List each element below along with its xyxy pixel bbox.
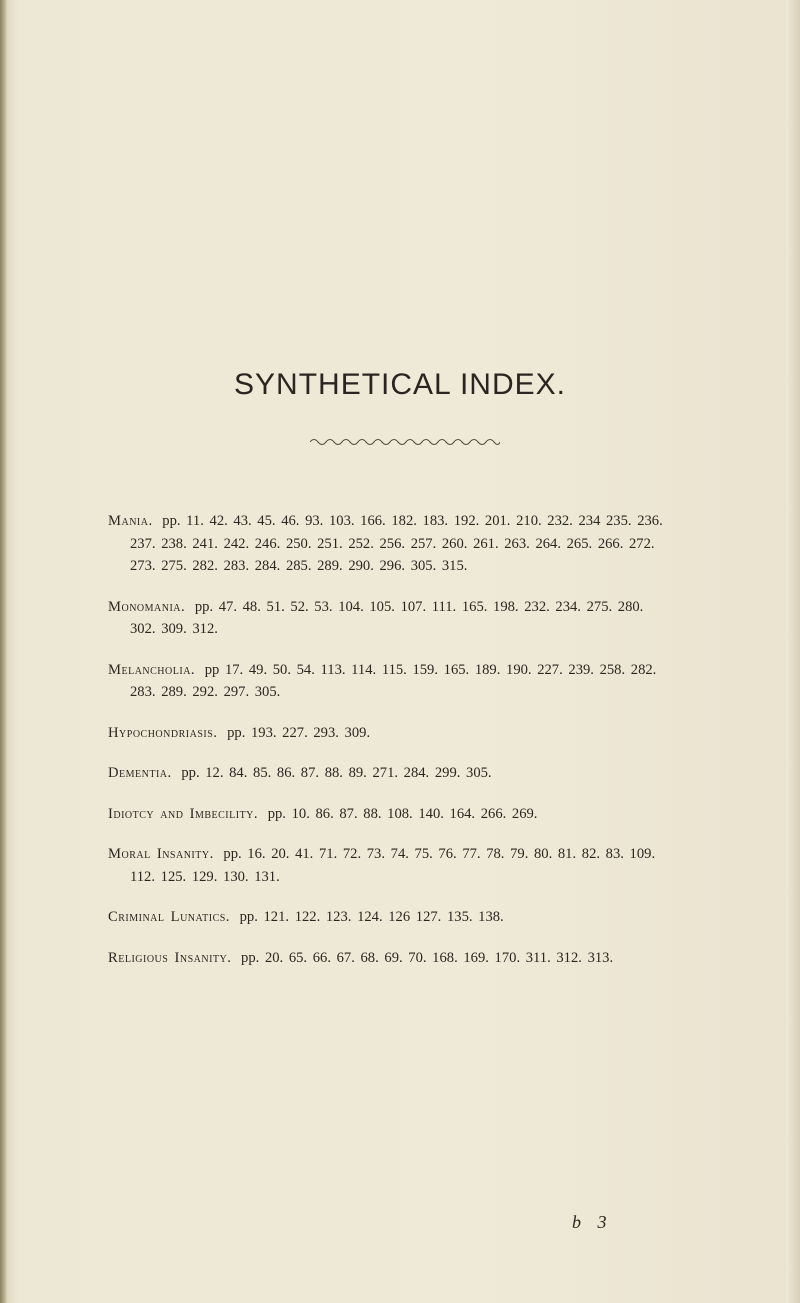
entry-heading: Melancholia. [108, 661, 196, 678]
entry-heading: Monomania. [108, 598, 186, 615]
index-entries [108, 510, 668, 987]
index-entry-criminal-lunatics [108, 906, 668, 929]
entry-pages: pp. 47. 48. 51. 52. 53. 104. 105. 107. 111. 165. 198. 232. 234. 275. 280. 302. 309. 312. [130, 598, 644, 637]
signature-mark: b 3 [572, 1212, 613, 1232]
entry-heading: Religious Insanity. [108, 949, 232, 966]
index-entry-moral-insanity [108, 843, 668, 888]
entry-heading: Moral Insanity. [108, 846, 214, 862]
entry-pages: pp. 16. 20. 41. 71. 72. 73. 74. 75. 76. 77. 78. 79. 80. 81. 82. 83. 109. 112. 125. 129. 130. 131. [130, 846, 656, 885]
index-entry-mania [108, 510, 668, 578]
entry-pages: pp. 193. 227. 293. 309. [227, 724, 371, 741]
index-entry-hypochondriasis [108, 722, 668, 745]
entry-heading: Idiotcy and Imbecility. [108, 805, 259, 822]
entry-pages: pp. 121. 122. 123. 124. 126 127. 135. 138. [239, 909, 504, 925]
index-entry-dementia [108, 762, 668, 785]
entry-pages: pp. 11. 42. 43. 45. 46. 93. 103. 166. 182. 183. 192. 201. 210. 232. 234 235. 236. 237. 238. 241. 242. 246. 250. 251. 252. 256. 257. 260. 261. 263. 264. 265. 266. 272. 273. 275. 282. 283. 284. 285. 289. 290. 296. 305. 315. [130, 513, 663, 574]
entry-pages: pp 17. 49. 50. 54. 113. 114. 115. 159. 165. 189. 190. 227. 239. 258. 282. 283. 289. 292. 297. 305. [130, 661, 657, 700]
entry-heading: Hypochondriasis. [108, 724, 218, 741]
index-entry-monomania [108, 596, 668, 641]
page-title: SYNTHETICAL INDEX. [234, 368, 566, 401]
index-entry-idiotcy [108, 803, 668, 826]
entry-pages: pp. 20. 65. 66. 67. 68. 69. 70. 168. 169. 170. 311. 312. 313. [241, 949, 614, 966]
entry-heading: Dementia. [108, 765, 172, 781]
entry-pages: pp. 10. 86. 87. 88. 108. 140. 164. 266. 269. [267, 805, 538, 822]
entry-heading: Mania. [108, 513, 153, 529]
decorative-wavy-rule [310, 437, 500, 447]
index-entry-religious-insanity [108, 947, 668, 970]
page-binding-edge [0, 0, 7, 1303]
entry-heading: Criminal Lunatics. [108, 909, 230, 925]
index-entry-melancholia [108, 659, 668, 704]
entry-pages: pp. 12. 84. 85. 86. 87. 88. 89. 271. 284. 299. 305. [181, 765, 492, 781]
page-right-edge [786, 0, 800, 1303]
